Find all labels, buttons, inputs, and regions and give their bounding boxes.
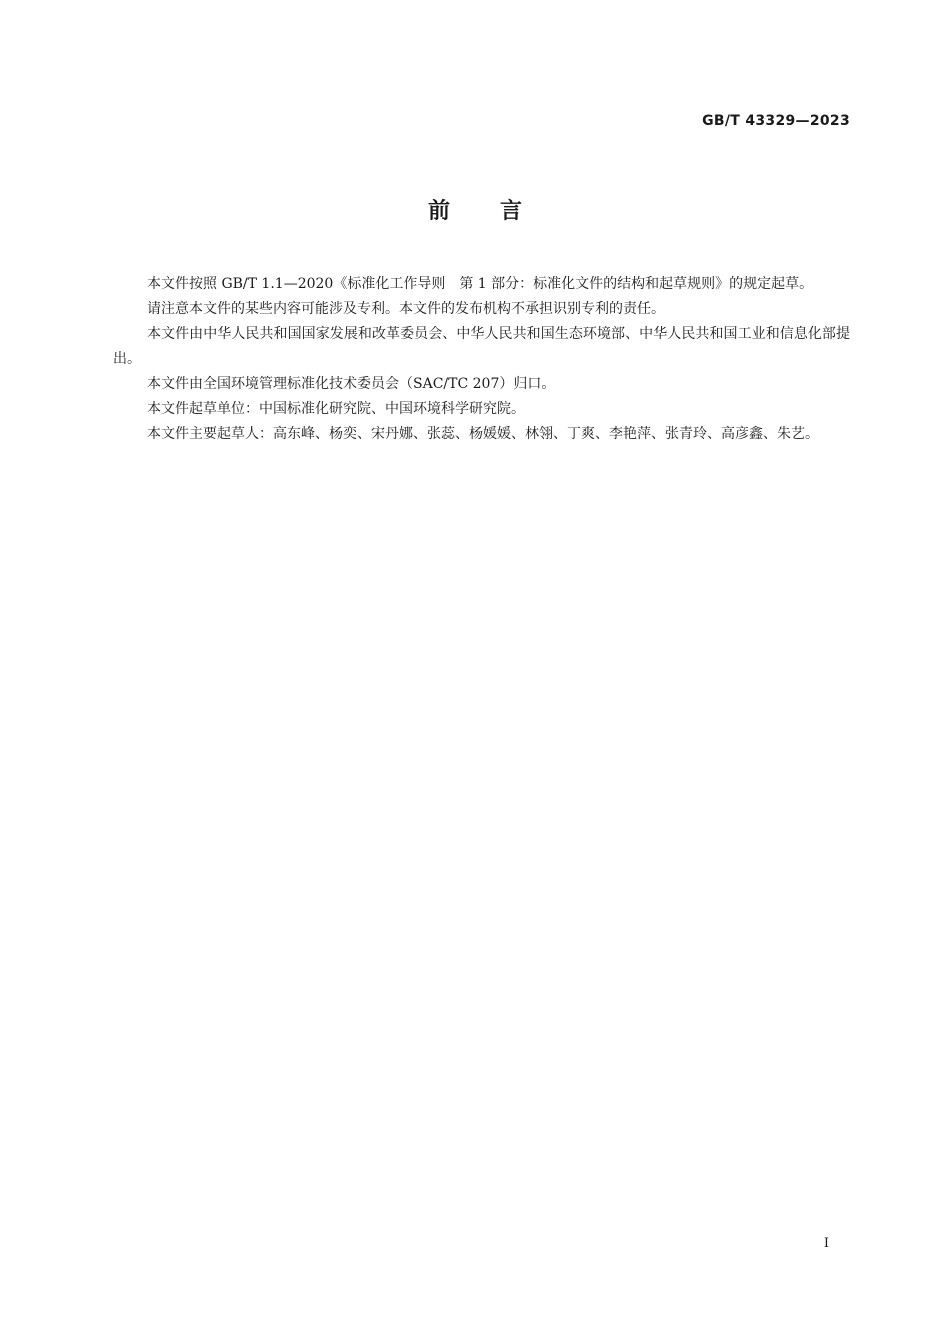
paragraph-drafting-rules: 本文件按照 GB/T 1.1—2020《标准化工作导则 第 1 部分：标准化文件的结构和起草规则》的规定起草。	[147, 276, 814, 292]
paragraph-main-drafters: 本文件主要起草人：高东峰、杨奕、宋丹娜、张蕊、杨媛媛、林翎、丁爽、李艳萍、张青玲、高彦鑫、朱艺。	[147, 426, 819, 442]
paragraph-proposed-by: 本文件由中华人民共和国国家发展和改革委员会、中华人民共和国生态环境部、中华人民共和国工业和信息化部提出。	[113, 326, 850, 367]
paragraph-under-jurisdiction: 本文件由全国环境管理标准化技术委员会（SAC/TC 207）归口。	[147, 376, 556, 392]
foreword-body	[113, 272, 850, 447]
paragraph-patent-notice: 请注意本文件的某些内容可能涉及专利。本文件的发布机构不承担识别专利的责任。	[147, 301, 665, 317]
standard-number: GB/T 43329—2023	[702, 113, 850, 129]
paragraph-drafting-organizations: 本文件起草单位：中国标准化研究院、中国环境科学研究院。	[147, 401, 525, 417]
page-title: 前言	[427, 199, 572, 224]
page-number: I	[823, 1236, 829, 1251]
